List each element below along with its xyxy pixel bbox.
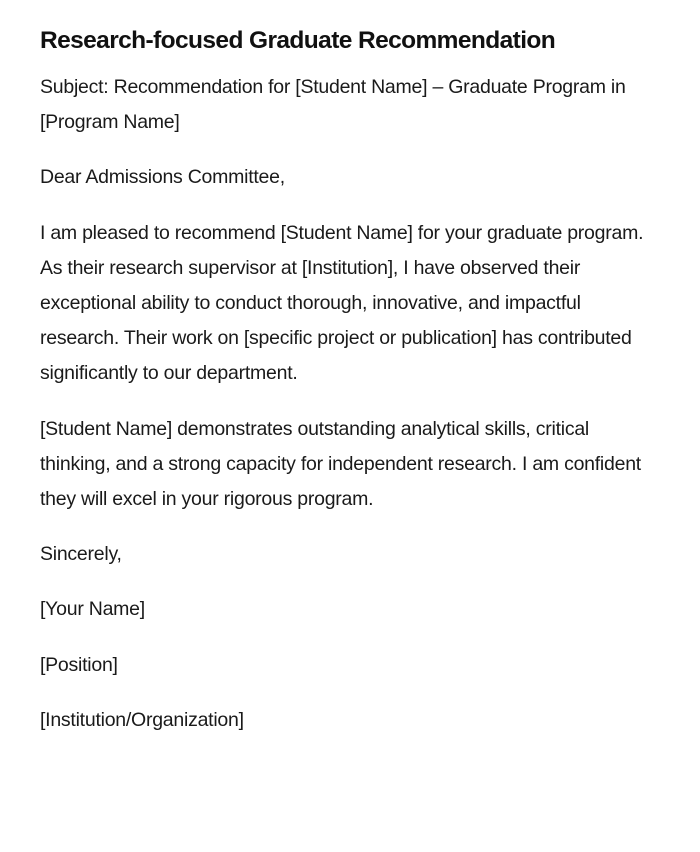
signature-position: [Position] [40,653,118,676]
body-paragraph-1: I am pleased to recommend [Student Name] for your graduate program. As their research supervisor at [Institution], I have observed their exceptional ability to conduct thorough, innovative, and impactful research. Their work on [specific project or publication] has contributed significantly to our department. [40,221,644,385]
subject-line: Subject: Recommendation for [Student Name] – Graduate Program in [Program Name] [40,76,626,134]
signature-name: [Your Name] [40,598,145,621]
salutation: Dear Admissions Committee, [40,166,285,189]
signature-organization: [Institution/Organization] [40,708,244,731]
closing: Sincerely, [40,543,122,566]
body-paragraph-2: [Student Name] demonstrates outstanding analytical skills, critical thinking, and a strong capacity for independent research. I am confident they will excel in your rigorous program. [40,417,641,511]
document-title: Research-focused Graduate Recommendation [40,27,556,54]
